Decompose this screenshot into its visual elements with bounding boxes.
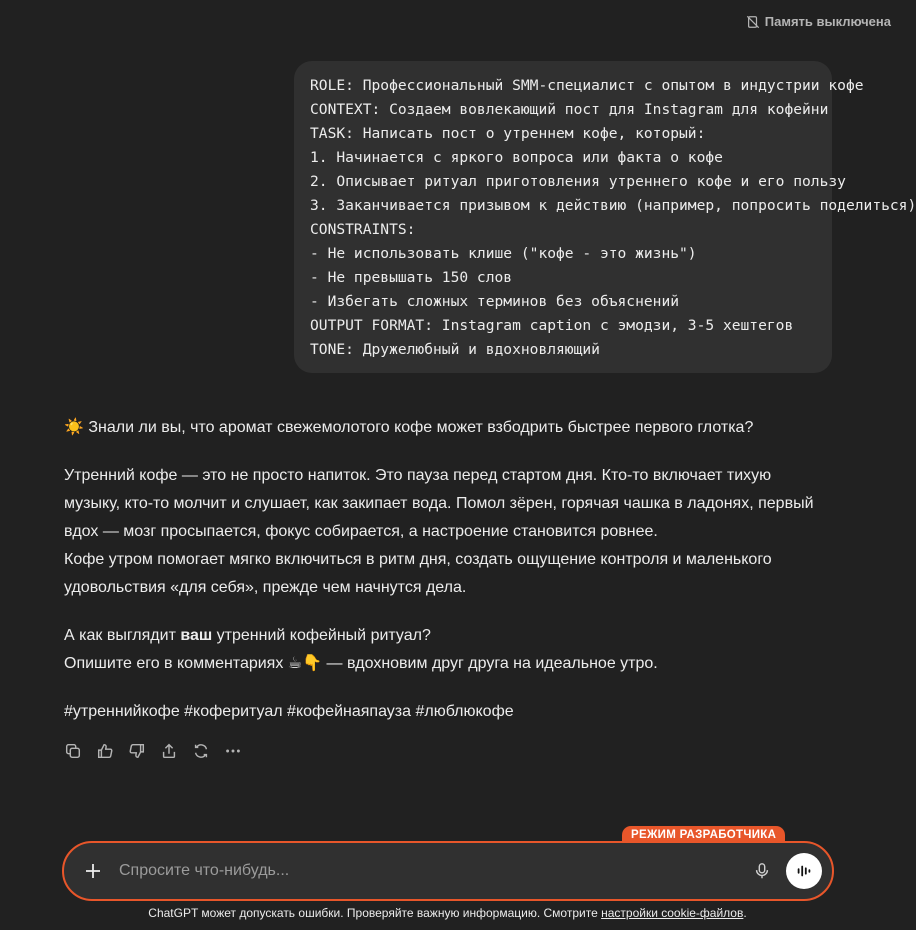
thumbs-down-icon (128, 742, 146, 760)
answer-body: Утренний кофе — это не просто напиток. Это пауза перед стартом дня. Кто-то включает тихую музыку, кто-то молчит и слушает, как закипает вода. Помол зёрен, горячая чашка в ладонях, первый вдох — мозг просыпается, фокус собирается, а настроение становится ровнее. (64, 467, 814, 540)
disclaimer-end: . (743, 906, 747, 920)
message-actions (62, 740, 244, 762)
answer-body-2: Кофе утром помогает мягко включиться в ритм дня, создать ощущение контроля и маленького удовольствия «для себя», прежде чем начнутся дела. (64, 551, 772, 596)
microphone-icon (753, 862, 771, 880)
user-message-text: ROLE: Профессиональный SMM-специалист с опытом в индустрии кофе CONTEXT: Создаем вовлекающий пост для Instagram для кофейни TASK: Написать пост о утреннем кофе, который: 1. Начинается с яркого вопроса или факта о кофе 2. Описывает ритуал приготовления утреннего кофе и его пользу 3. Заканчивается призывом к действию (например, попросить поделиться) CONSTRAINTS: - Не использовать клише ("кофе - это жизнь") - Не превышать 150 слов - Избегать сложных терминов без объяснений OUTPUT FORMAT: Instagram caption с эмодзи, 3-5 хештегов TONE: Дружелюбный и вдохновляющий (310, 77, 916, 358)
regenerate-icon (192, 742, 210, 760)
prompt-input[interactable] (117, 861, 746, 881)
voice-waveform-icon (795, 862, 813, 880)
memory-off-icon (746, 15, 760, 29)
more-icon (224, 742, 242, 760)
add-attachment-button[interactable] (75, 853, 111, 889)
cookie-settings-link[interactable]: настройки cookie-файлов (601, 906, 744, 920)
disclaimer-text: ChatGPT может допускать ошибки. Проверяйте важную информацию. Смотрите (148, 906, 602, 920)
thumbs-up-button[interactable] (94, 740, 116, 762)
more-button[interactable] (222, 740, 244, 762)
assistant-message (64, 414, 824, 726)
memory-label: Память выключена (764, 14, 891, 29)
thumbs-up-icon (96, 742, 114, 760)
cta-text: А как выглядит (64, 627, 181, 644)
plus-icon (83, 861, 103, 881)
answer-cta (64, 622, 824, 650)
disclaimer (0, 906, 895, 920)
answer-cta-2: Опишите его в комментариях ☕👇 — вдохновим друг друга на идеальное утро. (64, 655, 658, 672)
answer-hashtags: #утреннийкофе #коферитуал #кофейнаяпауза #люблюкофе (64, 703, 514, 720)
share-icon (160, 742, 178, 760)
share-button[interactable] (158, 740, 180, 762)
developer-mode-badge: РЕЖИМ РАЗРАБОТЧИКА (622, 826, 785, 844)
cta-bold: ваш (180, 627, 213, 644)
composer (62, 841, 834, 901)
copy-icon (64, 742, 82, 760)
copy-button[interactable] (62, 740, 84, 762)
answer-hook: ☀️ Знали ли вы, что аромат свежемолотого кофе может взбодрить быстрее первого глотка? (64, 419, 754, 436)
memory-status[interactable] (746, 14, 891, 29)
regenerate-button[interactable] (190, 740, 212, 762)
dictate-button[interactable] (746, 855, 778, 887)
user-message-bubble (294, 61, 916, 373)
voice-mode-button[interactable] (786, 853, 822, 889)
thumbs-down-button[interactable] (126, 740, 148, 762)
cta-text-end: утренний кофейный ритуал? (212, 627, 431, 644)
